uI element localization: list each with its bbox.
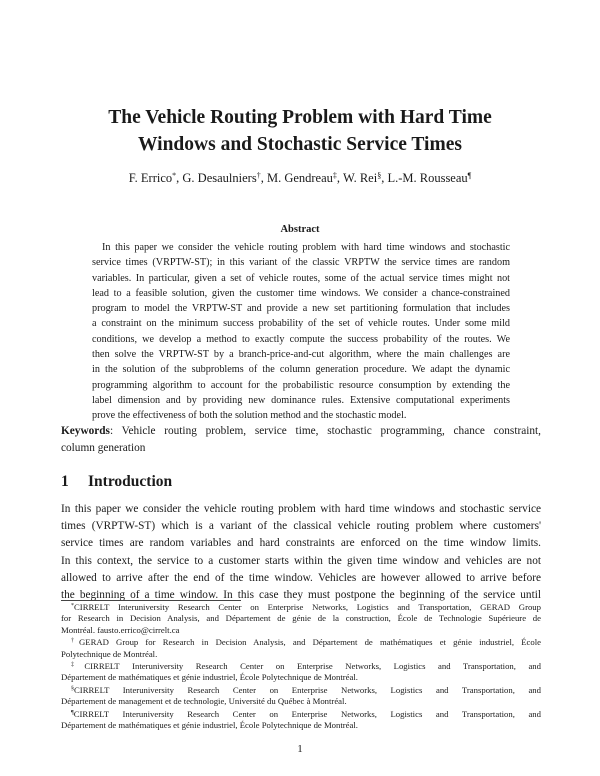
keywords-line [61, 423, 541, 440]
abstract-heading: Abstract [280, 224, 320, 235]
abstract-line: then solve the VRPTW-ST by a branch-price-and-cut algorithm, where the main challenges are [92, 349, 510, 361]
paper-title [0, 104, 600, 158]
author-list [0, 169, 600, 187]
author-mark: ‡ [332, 171, 337, 180]
footnote-line: CIRRELT Interuniversity Research Center on Enterprise Networks, Logistics and Transportation, GERAD Group [74, 602, 541, 612]
footnote-line: for Research in Decision Analysis, and Département de génie de la construction, École de Technologie Supérieure de [61, 613, 541, 624]
keywords-text: : Vehicle routing problem, service time, stochastic programming, chance constraint, [109, 425, 541, 437]
intro-line: times (VRPTW-ST) which is a variant of the classical vehicle routing problem where customers' [61, 520, 541, 533]
footnote-mark: § [71, 685, 74, 692]
author-name: F. Errico [128, 171, 173, 185]
footnote-mark: ‡ [71, 662, 85, 669]
page-number: 1 [297, 743, 303, 755]
footnotes [61, 602, 541, 732]
footnote-line: CIRRELT Interuniversity Research Center on Enterprise Networks, Logistics and Transportation, and [73, 708, 541, 719]
abstract-line: variables. In particular, given a set of vehicle routes, some of the actual service times might not [92, 272, 510, 284]
section-title: Introduction [88, 473, 173, 490]
footnote-line: Polytechnique de Montréal. [61, 648, 158, 659]
footnote [61, 661, 541, 684]
author-mark: ¶ [467, 171, 472, 180]
section-number: 1 [61, 473, 69, 490]
author-mark: § [377, 171, 382, 180]
footnote [61, 637, 541, 660]
author-mark: † [256, 171, 261, 180]
abstract-line: service times (VRPTW-ST); in this variant of the classic VRPTW the service times are random [92, 257, 510, 269]
intro-line: allowed to arrive after the end of the time window. Vehicles are however allowed to arrive before [61, 571, 541, 584]
footnote-mark: ¶ [71, 709, 74, 716]
footnote-mark: † [71, 638, 79, 645]
footnote-line: Département de management et de technologie, Université du Québec à Montréal. [61, 696, 347, 707]
footnote [61, 685, 541, 708]
intro-line: In this paper we consider the vehicle routing problem with hard time windows and stochastic service [61, 503, 541, 515]
author-sep: , [260, 171, 267, 185]
abstract-line: a constraint on the minimum success probability of the set of vehicle routes. Under some mild [92, 318, 510, 330]
footnote-mark: * [71, 603, 74, 609]
author-name: L.-M. Rousseau [387, 171, 468, 185]
footnote-line: Département de mathématiques et génie industriel, École Polytechnique de Montréal. [61, 720, 358, 731]
author-name: M. Gendreau [266, 171, 333, 185]
abstract-line: label dimension and by providing new dominance rules. Extensive computational experiments [92, 394, 510, 406]
footnote-line: CIRRELT Interuniversity Research Center on Enterprise Networks, Logistics and Transportation, and [84, 661, 541, 672]
abstract-line: In this paper we consider the vehicle routing problem with hard time windows and stochastic [102, 242, 510, 253]
abstract-line: prove the effectiveness of both the solution method and the stochastic model. [92, 410, 407, 422]
abstract-line: in the solution of the subproblems of the column generation procedure. We adapt the dynamic [92, 364, 510, 376]
keywords [61, 423, 541, 457]
author-name: W. Rei [342, 171, 378, 185]
title-line: The Vehicle Routing Problem with Hard Time [108, 107, 492, 128]
title-line: Windows and Stochastic Service Times [138, 134, 462, 155]
intro-paragraph [61, 501, 541, 604]
abstract-line: programming algorithm to account for the probabilistic resource consumption by extending the [92, 379, 510, 391]
footnote-line: Département de mathématiques et génie industriel, École Polytechnique de Montréal. [61, 672, 358, 683]
abstract-line: program to model the VRPTW-ST and provide a new set partitioning formulation that includes [92, 303, 510, 315]
intro-line: the beginning of a time window. In this case they must postpone the beginning of the service until [61, 589, 541, 602]
footnote [61, 709, 541, 732]
footnote [61, 602, 541, 636]
author-sep: , [336, 171, 343, 185]
intro-line: service times are random variables and hard constraints are enforced on the time window limits. [61, 537, 541, 550]
author-sep: , [381, 171, 388, 185]
keywords-line: column generation [61, 442, 146, 454]
footnote-rule [61, 600, 241, 601]
footnote-line: CIRRELT Interuniversity Research Center on Enterprise Networks, Logistics and Transportation, and [74, 684, 541, 695]
intro-line: In this context, the service to a customer starts within the given time window and vehicles are not [61, 554, 541, 567]
author-sep: , [176, 171, 183, 185]
author-name: G. Desaulniers [182, 171, 257, 185]
author-mark: * [172, 171, 177, 180]
abstract-body [92, 240, 510, 424]
abstract-line: conditions, we develop a method to exactly compute the success probability of the routes. We [92, 333, 510, 345]
keywords-label: Keywords [61, 425, 110, 437]
section-heading [61, 473, 172, 491]
abstract-line: lead to a feasible solution, given the customer time windows. We consider a chance-constrained [92, 287, 510, 299]
footnote-line: GERAD Group for Research in Decision Analysis, and Département de mathématiques et génie industriel, École [78, 637, 541, 648]
footnote-line: Montréal. fausto.errico@cirrelt.ca [61, 624, 180, 635]
